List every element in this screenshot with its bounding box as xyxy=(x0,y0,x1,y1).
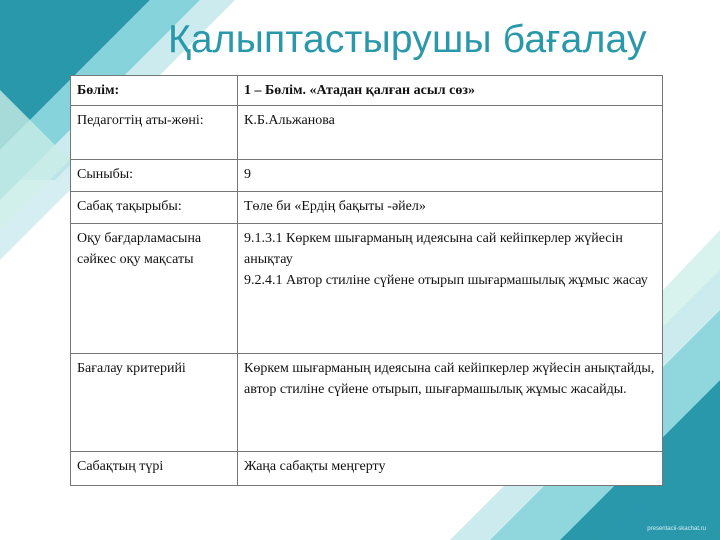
row-label-section: Бөлім: xyxy=(71,76,238,106)
row-value-objective xyxy=(238,224,663,354)
table-row xyxy=(71,160,663,192)
row-value-topic: Төле би «Ердің бақыты -әйел» xyxy=(238,192,663,224)
row-label-grade: Сыныбы: xyxy=(71,160,238,192)
objective-line: 9.1.3.1 Көркем шығарманың идеясына сай кейіпкерлер жүйесін анықтау xyxy=(244,231,623,267)
page-title: Қалыптастырушы бағалау xyxy=(168,18,647,61)
lesson-info-table xyxy=(70,75,663,486)
row-label-criteria: Бағалау критерийі xyxy=(71,354,238,452)
table-row xyxy=(71,452,663,486)
table-row xyxy=(71,224,663,354)
row-label-topic: Сабақ тақырыбы: xyxy=(71,192,238,224)
row-value-section: 1 – Бөлім. «Атадан қалған асыл сөз» xyxy=(238,76,663,106)
table-row xyxy=(71,192,663,224)
row-label-teacher: Педагогтің аты-жөні: xyxy=(71,106,238,160)
row-value-criteria: Көркем шығарманың идеясына сай кейіпкерлер жүйесін анықтайды, автор стиліне сүйене отырып, шығармашылық жұмыс жасайды. xyxy=(238,354,663,452)
table-row xyxy=(71,354,663,452)
row-value-teacher: К.Б.Альжанова xyxy=(238,106,663,160)
watermark-text: presentacii-skachat.ru xyxy=(647,526,706,532)
table-row xyxy=(71,76,663,106)
objective-line: 9.2.4.1 Автор стиліне сүйене отырып шығармашылық жұмыс жасау xyxy=(244,273,648,288)
row-label-objective: Оқу бағдарламасына сәйкес оқу мақсаты xyxy=(71,224,238,354)
row-value-grade: 9 xyxy=(238,160,663,192)
row-value-lesson-type: Жаңа сабақты меңгерту xyxy=(238,452,663,486)
row-label-lesson-type: Сабақтың түрі xyxy=(71,452,238,486)
table-row xyxy=(71,106,663,160)
